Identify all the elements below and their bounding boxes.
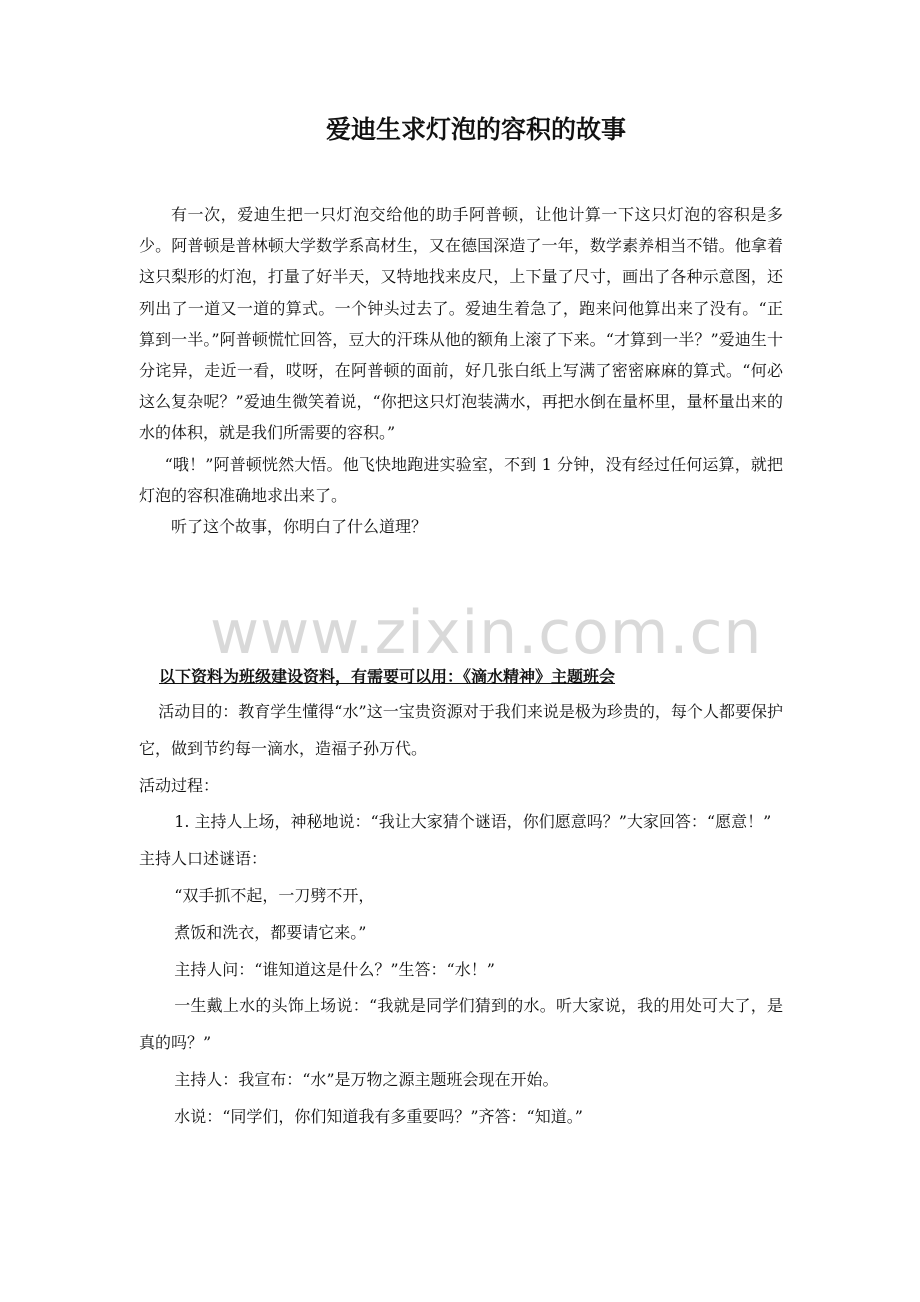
story-question: 听了这个故事，你明白了什么道理？	[171, 517, 428, 537]
watermark-text: www.zixin.com.cn	[210, 598, 763, 668]
class-meeting-section	[139, 660, 783, 1136]
activity-step-1: 1. 主持人上场，神秘地说：“我让大家猜个谜语，你们愿意吗？”大家回答：“愿意！”	[174, 812, 772, 832]
riddle-line-1: “双手抓不起，一刀劈不开，	[174, 885, 375, 905]
document-title: 爱迪生求灯泡的容积的故事	[325, 115, 626, 144]
riddle-line-2: 煮饭和洗衣，都要请它来。”	[174, 922, 367, 942]
story-body	[139, 199, 783, 542]
activity-process-label: 活动过程：	[139, 775, 220, 795]
activity-purpose: 活动目的：教育学生懂得“水”这一宝贵资源对于我们来说是极为珍贵的，每个人都要保护它，做到节约每一滴水，造福子孙万代。	[139, 702, 783, 758]
host-announcement: 主持人：我宣布：“水”是万物之源主题班会现在开始。	[174, 1069, 559, 1089]
story-paragraph-1: 有一次，爱迪生把一只灯泡交给他的助手阿普顿，让他计算一下这只灯泡的容积是多少。阿普顿是普林顿大学数学系高材生，又在德国深造了一年，数学素养相当不错。他拿着这只梨形的灯泡，打量了好半天，又特地找来皮尺，上下量了尺寸，画出了各种示意图，还列出了一道又一道的算式。一个钟头过去了。爱迪生着急了，跑来问他算出来了没有。“正算到一半。”阿普顿慌忙回答，豆大的汗珠从他的额角上滚了下来。“才算到一半？”爱迪生十分诧异，走近一看，哎呀，在阿普顿的面前，好几张白纸上写满了密密麻麻的算式。“何必这么复杂呢？”爱迪生微笑着说，“你把这只灯泡装满水，再把水倒在量杯里，量杯量出来的水的体积，就是我们所需要的容积。”	[139, 205, 783, 443]
host-question: 主持人问：“谁知道这是什么？”生答：“水！”	[174, 959, 495, 979]
water-introduction: 一生戴上水的头饰上场说：“我就是同学们猜到的水。听大家说，我的用处可大了，是真的吗？”	[139, 996, 783, 1053]
section-heading: 以下资料为班级建设资料，有需要可以用：《滴水精神》主题班会	[159, 667, 616, 686]
water-dialogue: 水说：“同学们，你们知道我有多重要吗？”齐答：“知道。”	[174, 1106, 583, 1126]
story-paragraph-2: “哦！”阿普顿恍然大悟。他飞快地跑进实验室，不到 1 分钟，没有经过任何运算，就把灯泡的容积准确地求出来了。	[139, 454, 783, 505]
riddle-intro: 主持人口述谜语：	[139, 849, 268, 869]
